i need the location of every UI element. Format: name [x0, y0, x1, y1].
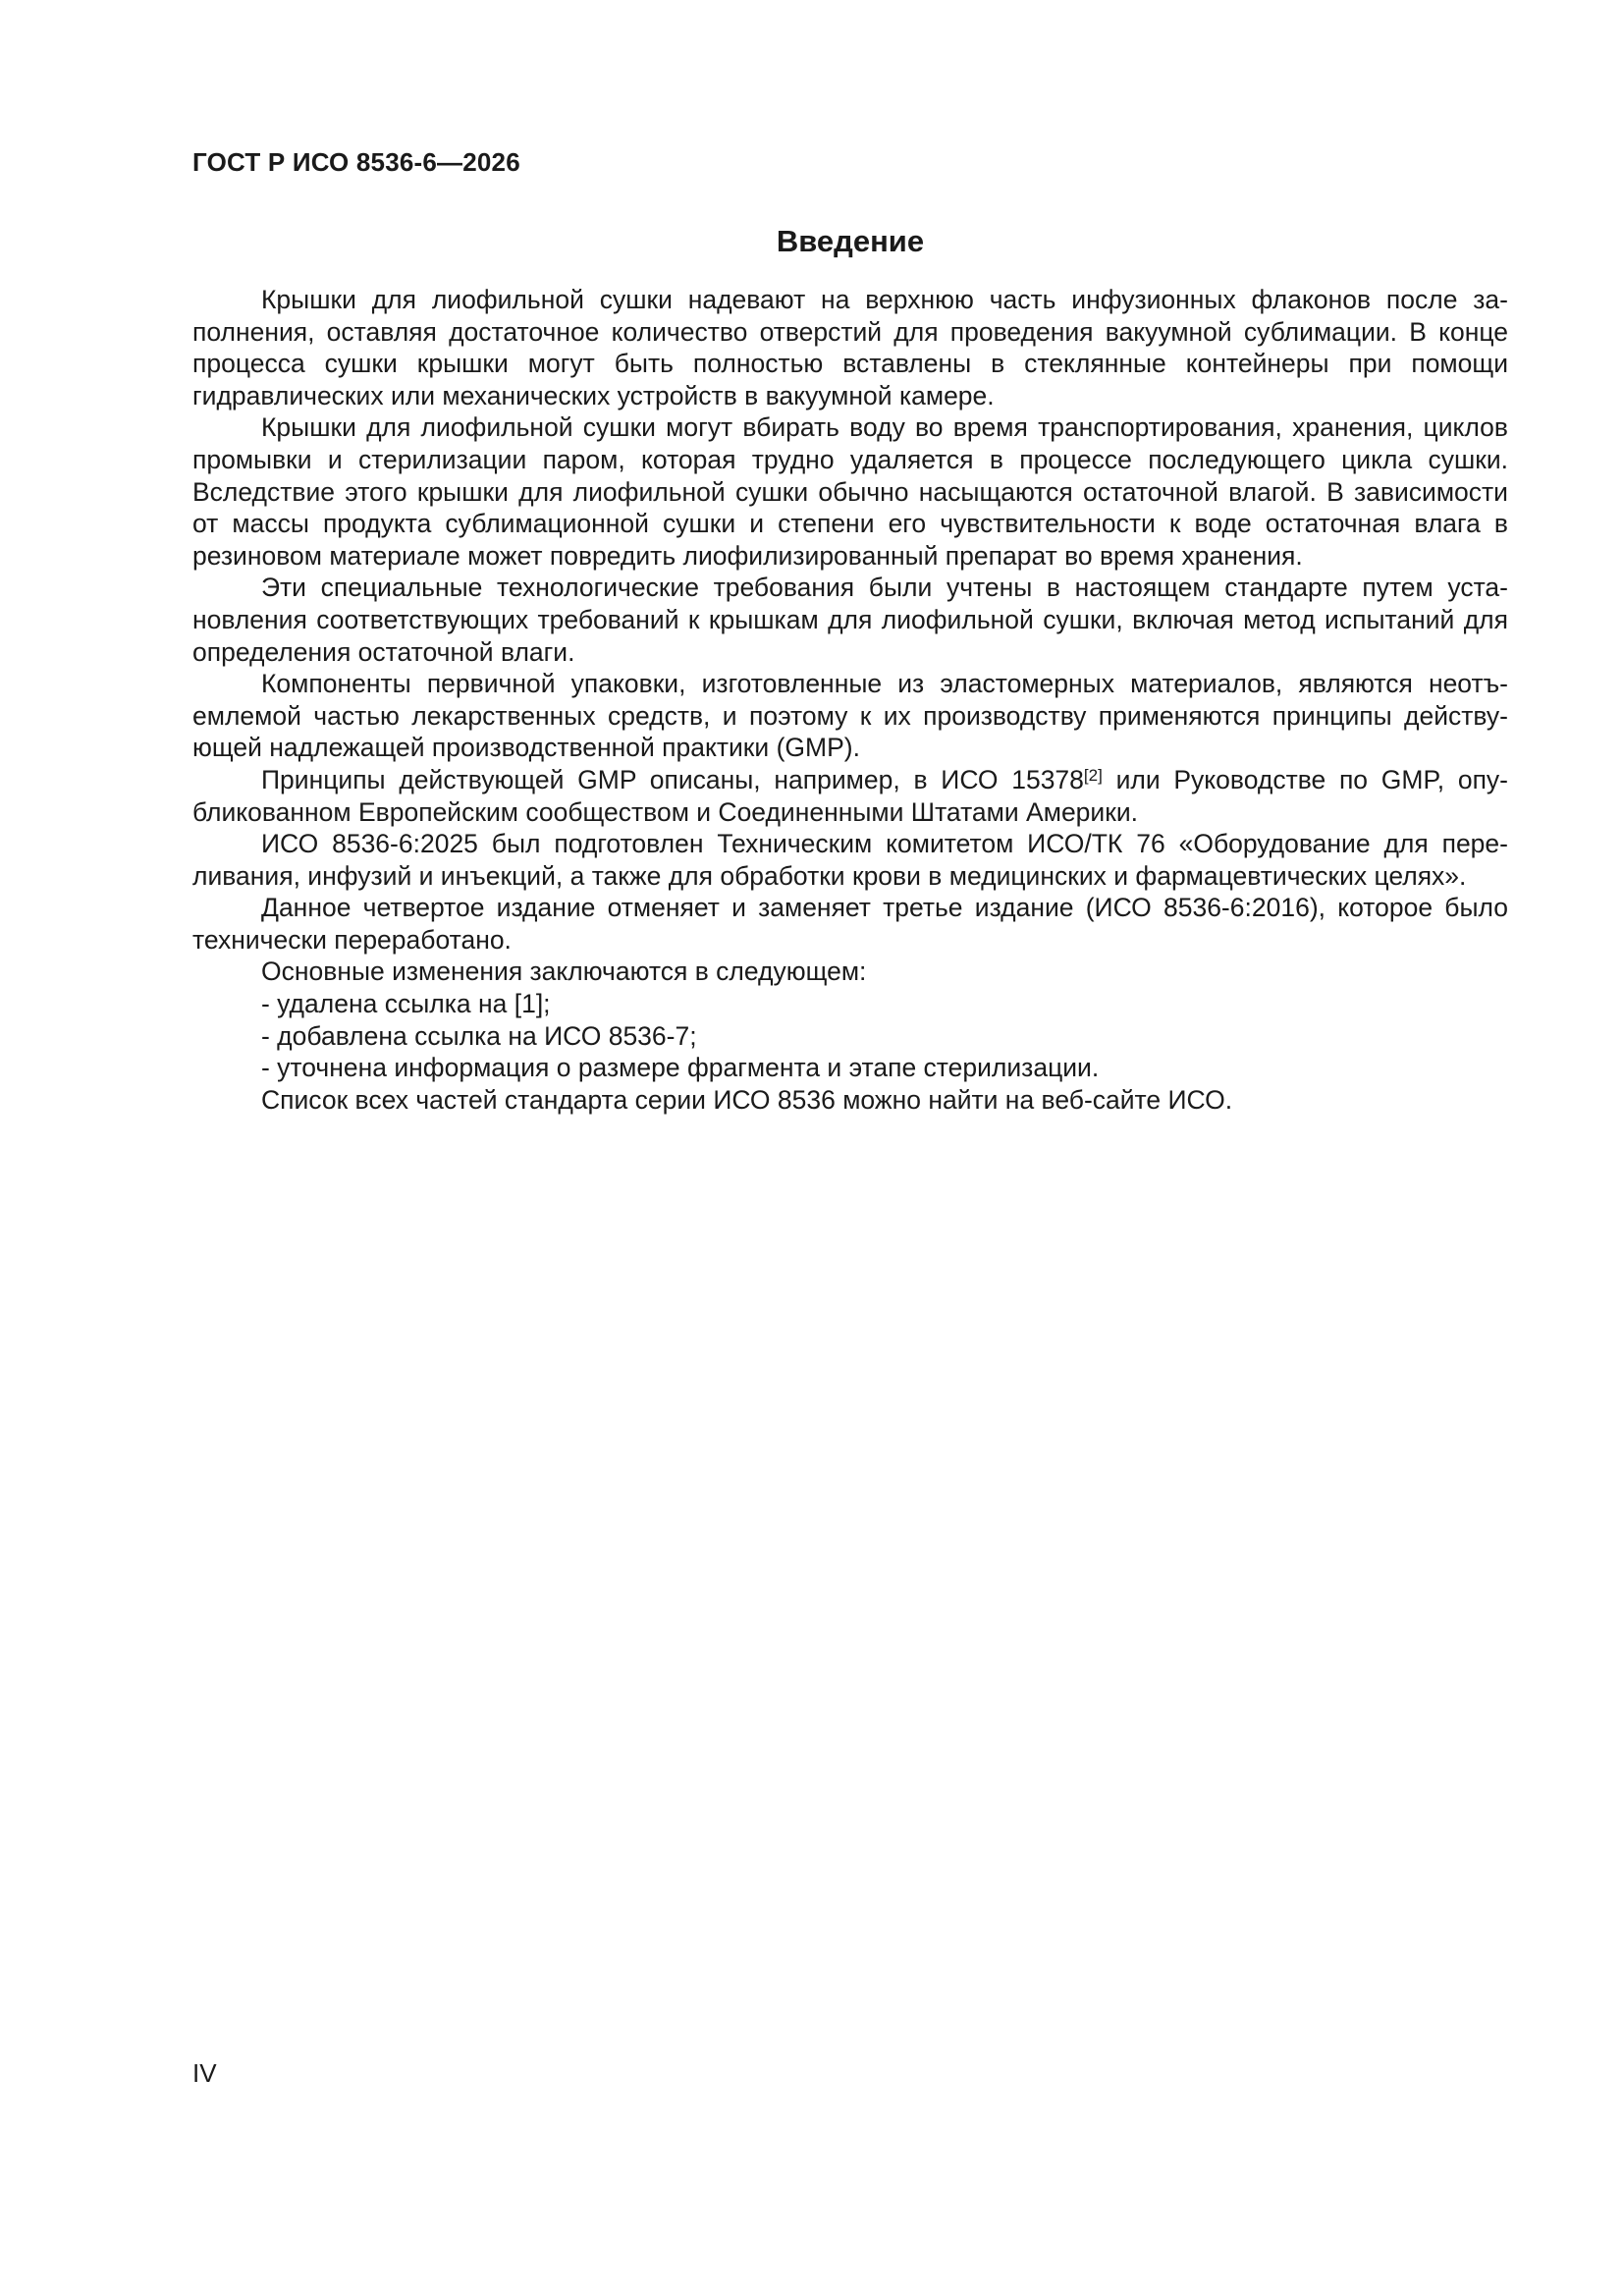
list-item: - добавлена ссылка на ИСО 8536-7; — [261, 1020, 697, 1051]
section-title: Введение — [776, 224, 925, 258]
page-number: IV — [192, 2058, 217, 2088]
paragraph-5-text-end: или Руководстве по GMP, опубликованном Европейским сообществом и Соединенными Штатами Америки. — [192, 764, 1508, 827]
introduction-body — [192, 284, 1508, 1116]
bibliography-reference: [2] — [1083, 766, 1103, 786]
paragraph-5-text-start: Принципы действующей GMP описаны, например, в ИСО 15378 — [261, 764, 1084, 794]
paragraph-7: Данное четвертое издание отменяет и заменяет третье издание (ИСО 8536-6:2016), которое было технически переработано. — [192, 893, 1508, 955]
paragraph-3: Эти специальные технологические требования были учтены в настоящем стандарте путем установления соответствующих требований к крышкам для лиофильной сушки, включая метод испытаний для определения остаточной влаги. — [192, 573, 1508, 667]
paragraph-1: Крышки для лиофильной сушки надевают на верхнюю часть инфузионных флаконов после заполнения, оставляя достаточное количество отверстий для проведения вакуумной сублимации. В конце процесса сушки крышки могут быть полностью вставлены в стеклянные контейнеры при помощи гидравлических или механических устройств в вакуумной камере. — [192, 285, 1508, 410]
paragraph-8: Основные изменения заключаются в следующем: — [261, 957, 867, 987]
paragraph-5 — [192, 764, 1508, 828]
list-item: - уточнена информация о размере фрагмента и этапе стерилизации. — [261, 1053, 1100, 1083]
paragraph-4: Компоненты первичной упаковки, изготовленные из эластомерных материалов, являются неотъемлемой частью лекарственных средств, и поэтому к их производству применяются принципы действующей надлежащей производственной практики (GMP). — [192, 669, 1508, 763]
list-item: - удалена ссылка на [1]; — [261, 989, 551, 1019]
paragraph-6: ИСО 8536-6:2025 был подготовлен Техническим комитетом ИСО/ТК 76 «Оборудование для переливания, инфузий и инъекций, а также для обработки крови в медицинских и фармацевтических целях». — [192, 829, 1508, 891]
document-code-header: ГОСТ Р ИСО 8536-6—2026 — [192, 147, 520, 177]
paragraph-9: Список всех частей стандарта серии ИСО 8536 можно найти на веб-сайте ИСО. — [261, 1084, 1233, 1115]
paragraph-2: Крышки для лиофильной сушки могут вбирать воду во время транспортирования, хранения, циклов промывки и стерилизации паром, которая трудно удаляется в процессе последующего цикла сушки. Вследствие этого крышки для лиофильной сушки обычно насыщаются остаточной влагой. В зависимости от массы продукта сублимационной сушки и степени его чувствительности к воде остаточная влага в резиновом материале может повредить лиофилизированный препарат во время хранения. — [192, 412, 1508, 571]
